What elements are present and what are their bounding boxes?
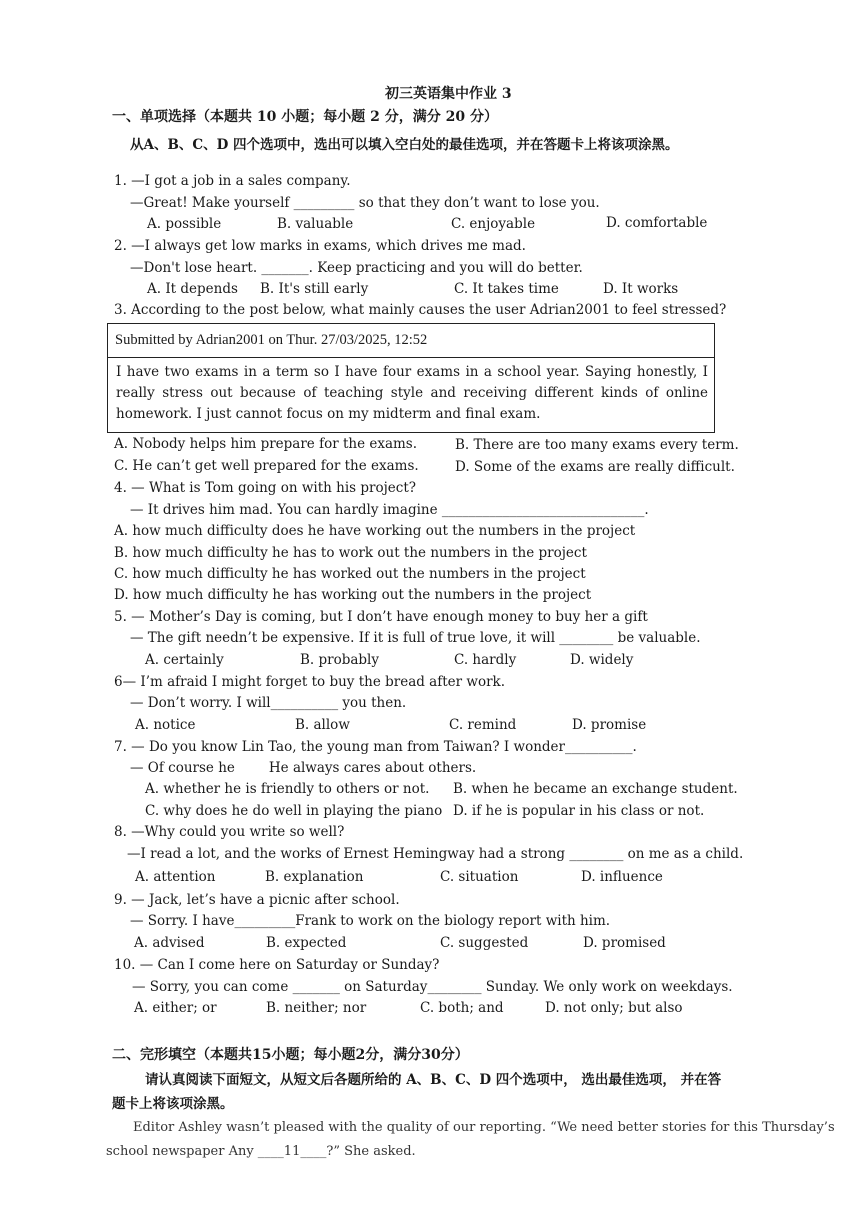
forum-post-header	[108, 324, 714, 358]
q6-line-2: — Don’t worry. I will__________ you then.	[130, 695, 407, 711]
q9-option-b: B. expected	[266, 935, 347, 951]
q6-option-c: C. remind	[449, 717, 517, 733]
q8-option-c: C. situation	[440, 869, 519, 885]
q5-line-2: — The gift needn’t be expensive. If it is full of true love, it will ________ be valuable.	[130, 630, 701, 646]
section-2-instruction-line-1: 请认真阅读下面短文，从短文后各题所给的 A、B、C、D 四个选项中， 选出最佳选项， 并在答	[145, 1072, 722, 1088]
q8-line-1: 8. —Why could you write so well?	[114, 824, 345, 840]
q10-option-c: C. both; and	[420, 1000, 504, 1016]
q10-option-b: B. neither; nor	[266, 1000, 367, 1016]
q7-option-a: A. whether he is friendly to others or not.	[145, 781, 430, 797]
q9-option-a: A. advised	[134, 935, 205, 951]
q4-option-d: D. how much difficulty he has working out the numbers in the project	[114, 587, 592, 603]
q7-line-1: 7. — Do you know Lin Tao, the young man from Taiwan? I wonder__________.	[114, 739, 637, 755]
cloze-passage-line-1: Editor Ashley wasn’t pleased with the quality of our reporting. “We need better stories for this Thursday’s	[133, 1120, 835, 1135]
q5-option-c: C. hardly	[454, 652, 517, 668]
q1-option-a: A. possible	[147, 216, 222, 232]
q3-line-1: 3. According to the post below, what mainly causes the user Adrian2001 to feel stressed?	[114, 302, 727, 318]
section-2-instruction-line-2: 题卡上将该项涂黑。	[112, 1096, 234, 1112]
q8-option-d: D. influence	[581, 869, 663, 885]
q6-option-d: D. promise	[572, 717, 647, 733]
q9-line-2: — Sorry. I have_________Frank to work on the biology report with him.	[130, 913, 611, 929]
q4-line-2: — It drives him mad. You can hardly imagine ______________________________.	[130, 502, 649, 518]
q3-option-c: C. He can’t get well prepared for the exams.	[114, 458, 419, 474]
q4-option-c: C. how much difficulty he has worked out the numbers in the project	[114, 566, 586, 582]
section-2-heading: 二、完形填空（本题共15小题；每小题2分，满分30分）	[112, 1047, 469, 1063]
q8-option-b: B. explanation	[265, 869, 364, 885]
q7-option-b: B. when he became an exchange student.	[453, 781, 738, 797]
q2-option-c: C. It takes time	[454, 281, 559, 297]
q2-line-2: —Don't lose heart. _______. Keep practicing and you will do better.	[130, 260, 583, 276]
q7-option-c: C. why does he do well in playing the piano	[145, 803, 443, 819]
q9-option-c: C. suggested	[440, 935, 529, 951]
q1-option-c: C. enjoyable	[451, 216, 536, 232]
cloze-passage-line-2: school newspaper Any ____11____?” She asked.	[106, 1144, 416, 1159]
q3-option-b: B. There are too many exams every term.	[455, 437, 739, 453]
q7-line-2-start: — Of course he	[130, 760, 235, 776]
q10-option-a: A. either; or	[134, 1000, 217, 1016]
q5-option-a: A. certainly	[145, 652, 224, 668]
q9-line-1: 9. — Jack, let’s have a picnic after school.	[114, 892, 400, 908]
q2-option-b: B. It's still early	[260, 281, 369, 297]
q8-option-a: A. attention	[135, 869, 216, 885]
q5-option-d: D. widely	[570, 652, 634, 668]
q4-line-1: 4. — What is Tom going on with his project?	[114, 480, 416, 496]
q7-line-2	[130, 759, 476, 777]
section-1-instruction: 从A、B、C、D 四个选项中，选出可以填入空白处的最佳选项，并在答题卡上将该项涂黑。	[130, 137, 679, 153]
q5-line-1: 5. — Mother’s Day is coming, but I don’t have enough money to buy her a gift	[114, 609, 648, 625]
q4-option-b: B. how much difficulty he has to work out the numbers in the project	[114, 545, 587, 561]
q10-line-2: — Sorry, you can come _______ on Saturday________ Sunday. We only work on weekdays.	[132, 979, 733, 995]
q9-option-d: D. promised	[583, 935, 666, 951]
q6-line-1: 6— I’m afraid I might forget to buy the bread after work.	[114, 674, 505, 690]
page-title: 初三英语集中作业 3	[385, 86, 512, 102]
section-1-heading: 一、单项选择（本题共 10 小题；每小题 2 分，满分 20 分）	[112, 109, 498, 125]
q2-option-a: A. It depends	[147, 281, 238, 297]
q3-option-a: A. Nobody helps him prepare for the exams.	[114, 436, 418, 452]
q7-line-2-end: He always cares about others.	[268, 760, 477, 776]
forum-post-meta: Submitted by Adrian2001 on Thur. 27/03/2025, 12:52	[115, 332, 428, 348]
forum-post-body: I have two exams in a term so I have four exams in a school year. Saying honestly, I really stress out because of teaching style and receiving different kinds of online homework. I just cannot focus on my midterm and final exam.	[116, 364, 708, 422]
q8-line-2: —I read a lot, and the works of Ernest Hemingway had a strong ________ on me as a child.	[127, 846, 744, 862]
forum-post-box	[107, 323, 715, 433]
q6-option-a: A. notice	[135, 717, 196, 733]
q1-option-d: D. comfortable	[606, 215, 708, 231]
q1-line-1: 1. —I got a job in a sales company.	[114, 173, 351, 189]
q10-line-1: 10. — Can I come here on Saturday or Sunday?	[114, 957, 440, 973]
q1-option-b: B. valuable	[277, 216, 354, 232]
q3-option-d: D. Some of the exams are really difficult.	[455, 459, 735, 475]
q2-option-d: D. It works	[603, 281, 679, 297]
q1-line-2: —Great! Make yourself _________ so that they don’t want to lose you.	[130, 195, 600, 211]
q4-option-a: A. how much difficulty does he have working out the numbers in the project	[114, 523, 636, 539]
q7-option-d: D. if he is popular in his class or not.	[453, 803, 705, 819]
q6-option-b: B. allow	[295, 717, 350, 733]
q2-line-1: 2. —I always get low marks in exams, which drives me mad.	[114, 238, 526, 254]
q10-option-d: D. not only; but also	[545, 1000, 683, 1016]
q5-option-b: B. probably	[300, 652, 380, 668]
